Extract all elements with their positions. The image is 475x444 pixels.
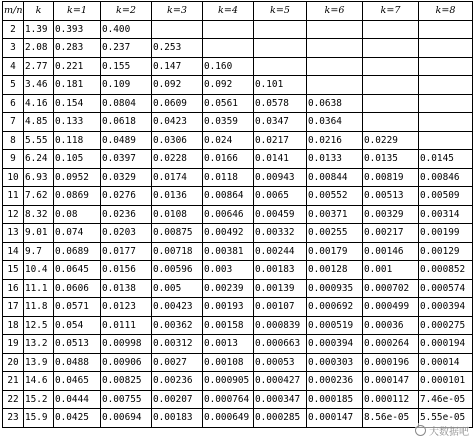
rate-cell [419,20,473,39]
rate-cell: 0.00036 [363,316,419,335]
table-row [3,205,473,224]
rate-cell [254,57,307,76]
rate-cell: 0.000147 [307,409,363,428]
rate-cell: 0.054 [54,316,101,335]
rate-cell: 0.000347 [254,390,307,409]
rate-cell: 0.0578 [254,94,307,113]
table-header-row [3,2,473,21]
rate-cell: 0.00179 [307,242,363,261]
rate-cell: 0.001 [363,261,419,280]
rate-cell: 0.0133 [307,150,363,169]
rate-cell: 0.160 [203,57,254,76]
row-index-cell: 13 [3,224,24,243]
k-value-cell: 7.62 [24,187,54,206]
rate-cell: 0.00509 [419,187,473,206]
column-header: k=2 [101,2,152,21]
rate-cell: 0.00492 [203,224,254,243]
rate-cell: 0.00844 [307,168,363,187]
rate-cell: 0.0111 [101,316,152,335]
rate-cell: 0.000499 [363,298,419,317]
rate-cell: 0.0156 [101,261,152,280]
rate-cell: 0.00825 [101,372,152,391]
table-row [3,390,473,409]
column-header: k=8 [419,2,473,21]
rate-cell: 0.00362 [152,316,203,335]
table-row [3,131,473,150]
rate-cell: 0.237 [101,39,152,58]
rate-cell [363,94,419,113]
row-index-cell: 2 [3,20,24,39]
table-row [3,279,473,298]
rate-cell: 0.0138 [101,279,152,298]
rate-cell: 0.000905 [203,372,254,391]
rate-cell: 0.000764 [203,390,254,409]
k-value-cell: 6.24 [24,150,54,169]
rate-cell: 0.092 [203,76,254,95]
rate-cell: 0.00236 [152,372,203,391]
rate-cell: 0.000112 [363,390,419,409]
rate-cell [363,20,419,39]
rate-cell: 0.024 [203,131,254,150]
column-header: k=1 [54,2,101,21]
rate-cell: 0.003 [203,261,254,280]
rate-cell: 0.000264 [363,335,419,354]
k-value-cell: 9.01 [24,224,54,243]
rate-cell: 0.00183 [254,261,307,280]
table-row [3,316,473,335]
rate-cell: 0.0228 [152,150,203,169]
rate-cell: 0.074 [54,224,101,243]
table-row [3,224,473,243]
rate-cell: 0.0236 [101,205,152,224]
row-index-cell: 5 [3,76,24,95]
column-header: k=5 [254,2,307,21]
rate-cell: 0.0065 [254,187,307,206]
rate-cell: 0.00864 [203,187,254,206]
k-value-cell: 5.55 [24,131,54,150]
k-value-cell: 15.2 [24,390,54,409]
rate-cell: 0.00513 [363,187,419,206]
rate-cell: 0.000394 [307,335,363,354]
rate-cell: 7.46e-05 [419,390,473,409]
rate-cell: 0.0136 [152,187,203,206]
table-row [3,76,473,95]
row-index-cell: 7 [3,113,24,132]
rate-cell: 0.00381 [203,242,254,261]
rate-cell: 0.155 [101,57,152,76]
rate-cell [307,57,363,76]
rate-cell: 0.0645 [54,261,101,280]
table-row [3,187,473,206]
k-value-cell: 11.8 [24,298,54,317]
rate-cell: 0.00183 [152,409,203,428]
table-row [3,20,473,39]
k-value-cell: 12.5 [24,316,54,335]
table-row [3,353,473,372]
rate-cell: 0.0444 [54,390,101,409]
rate-cell: 0.221 [54,57,101,76]
rate-cell: 0.00423 [152,298,203,317]
rate-cell: 0.000394 [419,298,473,317]
row-index-cell: 3 [3,39,24,58]
rate-cell: 0.00199 [419,224,473,243]
rate-cell: 0.00158 [203,316,254,335]
k-value-cell: 11.1 [24,279,54,298]
table-row [3,57,473,76]
rate-cell: 0.101 [254,76,307,95]
row-index-cell: 21 [3,372,24,391]
rate-cell: 0.000574 [419,279,473,298]
rate-cell: 0.000702 [363,279,419,298]
rate-cell: 0.0347 [254,113,307,132]
rate-cell [363,76,419,95]
rate-cell: 0.000303 [307,353,363,372]
rate-cell: 0.0276 [101,187,152,206]
rate-cell: 0.154 [54,94,101,113]
rate-cell: 0.0135 [363,150,419,169]
rate-cell: 0.0216 [307,131,363,150]
rate-cell: 0.000839 [254,316,307,335]
rate-cell: 0.000935 [307,279,363,298]
rate-cell [419,57,473,76]
k-value-cell: 4.85 [24,113,54,132]
table-row [3,150,473,169]
rate-cell: 0.00718 [152,242,203,261]
column-header: m/n [3,2,24,21]
table-row [3,298,473,317]
row-index-cell: 19 [3,335,24,354]
rate-cell: 0.400 [101,20,152,39]
rate-cell: 0.0108 [152,205,203,224]
rate-cell: 0.00193 [203,298,254,317]
rate-cell: 0.000147 [363,372,419,391]
rate-cell: 0.147 [152,57,203,76]
rate-cell [419,94,473,113]
rate-cell: 0.0397 [101,150,152,169]
rate-cell [152,20,203,39]
rate-cell: 0.0027 [152,353,203,372]
column-header: k=7 [363,2,419,21]
rate-cell: 0.0689 [54,242,101,261]
rate-cell: 0.00108 [203,353,254,372]
rate-cell: 0.0174 [152,168,203,187]
rate-cell: 0.00255 [307,224,363,243]
row-index-cell: 16 [3,279,24,298]
rate-cell: 0.0229 [363,131,419,150]
rate-cell: 0.00329 [363,205,419,224]
rate-cell: 0.00694 [101,409,152,428]
rate-cell: 0.000196 [363,353,419,372]
k-value-cell: 2.08 [24,39,54,58]
rate-cell: 0.00129 [419,242,473,261]
rate-cell: 0.0513 [54,335,101,354]
rate-cell [419,76,473,95]
column-header: k [24,2,54,21]
rate-cell: 0.00053 [254,353,307,372]
table-row [3,409,473,428]
k-value-cell: 6.93 [24,168,54,187]
watermark [415,423,469,438]
rate-cell [307,76,363,95]
rate-cell: 0.0465 [54,372,101,391]
rate-cell: 0.000185 [307,390,363,409]
table-row [3,168,473,187]
rate-cell: 0.0123 [101,298,152,317]
rate-cell [363,113,419,132]
k-value-cell: 8.32 [24,205,54,224]
rate-cell: 0.118 [54,131,101,150]
rate-cell: 0.0013 [203,335,254,354]
rate-cell: 0.0561 [203,94,254,113]
row-index-cell: 11 [3,187,24,206]
rate-cell: 0.133 [54,113,101,132]
rate-cell [307,39,363,58]
false-positive-rate-table [2,1,473,428]
rate-cell: 0.181 [54,76,101,95]
rate-cell: 0.005 [152,279,203,298]
k-value-cell: 13.2 [24,335,54,354]
rate-cell: 0.000852 [419,261,473,280]
rate-cell: 0.0606 [54,279,101,298]
rate-cell: 0.000101 [419,372,473,391]
rate-cell [419,39,473,58]
rate-cell: 0.00239 [203,279,254,298]
rate-cell: 0.00846 [419,168,473,187]
rate-cell: 0.0306 [152,131,203,150]
row-index-cell: 12 [3,205,24,224]
table-row [3,94,473,113]
rate-cell: 0.000194 [419,335,473,354]
rate-cell: 0.00552 [307,187,363,206]
rate-cell: 0.00146 [363,242,419,261]
rate-cell: 0.00943 [254,168,307,187]
rate-cell: 0.0203 [101,224,152,243]
rate-cell: 0.0638 [307,94,363,113]
column-header: k=6 [307,2,363,21]
rate-cell: 0.00906 [101,353,152,372]
rate-cell: 0.00128 [307,261,363,280]
rate-cell: 0.000275 [419,316,473,335]
rate-cell: 0.0364 [307,113,363,132]
rate-cell: 0.000519 [307,316,363,335]
rate-cell: 0.0166 [203,150,254,169]
rate-cell: 0.0571 [54,298,101,317]
row-index-cell: 23 [3,409,24,428]
rate-cell [254,39,307,58]
rate-cell [203,39,254,58]
row-index-cell: 20 [3,353,24,372]
rate-cell [254,20,307,39]
rate-cell: 0.0952 [54,168,101,187]
rate-cell: 0.00107 [254,298,307,317]
rate-cell: 0.08 [54,205,101,224]
rate-cell: 0.0489 [101,131,152,150]
row-index-cell: 22 [3,390,24,409]
rate-cell: 0.0869 [54,187,101,206]
rate-cell: 0.00646 [203,205,254,224]
rate-cell: 5.55e-05 [419,409,473,428]
k-value-cell: 2.77 [24,57,54,76]
rate-cell: 0.00819 [363,168,419,187]
table-row [3,372,473,391]
rate-cell: 0.00217 [363,224,419,243]
rate-cell [419,113,473,132]
row-index-cell: 17 [3,298,24,317]
rate-cell: 0.0488 [54,353,101,372]
k-value-cell: 1.39 [24,20,54,39]
rate-cell: 0.00014 [419,353,473,372]
rate-cell: 0.0804 [101,94,152,113]
row-index-cell: 10 [3,168,24,187]
rate-cell: 0.00332 [254,224,307,243]
rate-cell [203,20,254,39]
row-index-cell: 6 [3,94,24,113]
rate-cell: 0.253 [152,39,203,58]
rate-cell: 0.0609 [152,94,203,113]
rate-cell: 0.105 [54,150,101,169]
k-value-cell: 10.4 [24,261,54,280]
rate-cell: 0.00207 [152,390,203,409]
rate-cell: 0.00875 [152,224,203,243]
rate-cell: 0.00459 [254,205,307,224]
row-index-cell: 14 [3,242,24,261]
rate-cell: 0.393 [54,20,101,39]
circle-logo-icon [415,425,426,436]
k-value-cell: 9.7 [24,242,54,261]
rate-cell: 0.00314 [419,205,473,224]
rate-cell: 0.0618 [101,113,152,132]
rate-cell: 0.00312 [152,335,203,354]
row-index-cell: 9 [3,150,24,169]
rate-cell: 0.0118 [203,168,254,187]
rate-cell: 0.00139 [254,279,307,298]
column-header: k=3 [152,2,203,21]
k-value-cell: 15.9 [24,409,54,428]
row-index-cell: 18 [3,316,24,335]
rate-cell: 0.000663 [254,335,307,354]
rate-cell: 0.000692 [307,298,363,317]
table-row [3,39,473,58]
row-index-cell: 4 [3,57,24,76]
rate-cell [307,20,363,39]
rate-cell: 0.092 [152,76,203,95]
rate-cell: 0.00596 [152,261,203,280]
rate-cell [363,39,419,58]
rate-cell: 0.0217 [254,131,307,150]
rate-cell: 8.56e-05 [363,409,419,428]
k-value-cell: 14.6 [24,372,54,391]
rate-cell: 0.0145 [419,150,473,169]
rate-cell: 0.0177 [101,242,152,261]
rate-cell: 0.00755 [101,390,152,409]
rate-cell: 0.0141 [254,150,307,169]
rate-cell: 0.00244 [254,242,307,261]
row-index-cell: 8 [3,131,24,150]
rate-cell: 0.00998 [101,335,152,354]
rate-cell: 0.0329 [101,168,152,187]
rate-cell: 0.0359 [203,113,254,132]
rate-cell: 0.000427 [254,372,307,391]
table-row [3,261,473,280]
row-index-cell: 15 [3,261,24,280]
column-header: k=4 [203,2,254,21]
rate-cell: 0.0425 [54,409,101,428]
k-value-cell: 13.9 [24,353,54,372]
rate-cell: 0.000285 [254,409,307,428]
rate-cell: 0.000236 [307,372,363,391]
table-row [3,335,473,354]
rate-cell: 0.00371 [307,205,363,224]
table-body [3,20,473,427]
rate-cell: 0.0423 [152,113,203,132]
k-value-cell: 3.46 [24,76,54,95]
watermark-text: 大数据吧 [429,427,469,438]
rate-cell: 0.283 [54,39,101,58]
rate-cell [419,131,473,150]
rate-cell: 0.109 [101,76,152,95]
k-value-cell: 4.16 [24,94,54,113]
rate-cell [363,57,419,76]
table-row [3,242,473,261]
rate-cell: 0.000649 [203,409,254,428]
table-row [3,113,473,132]
